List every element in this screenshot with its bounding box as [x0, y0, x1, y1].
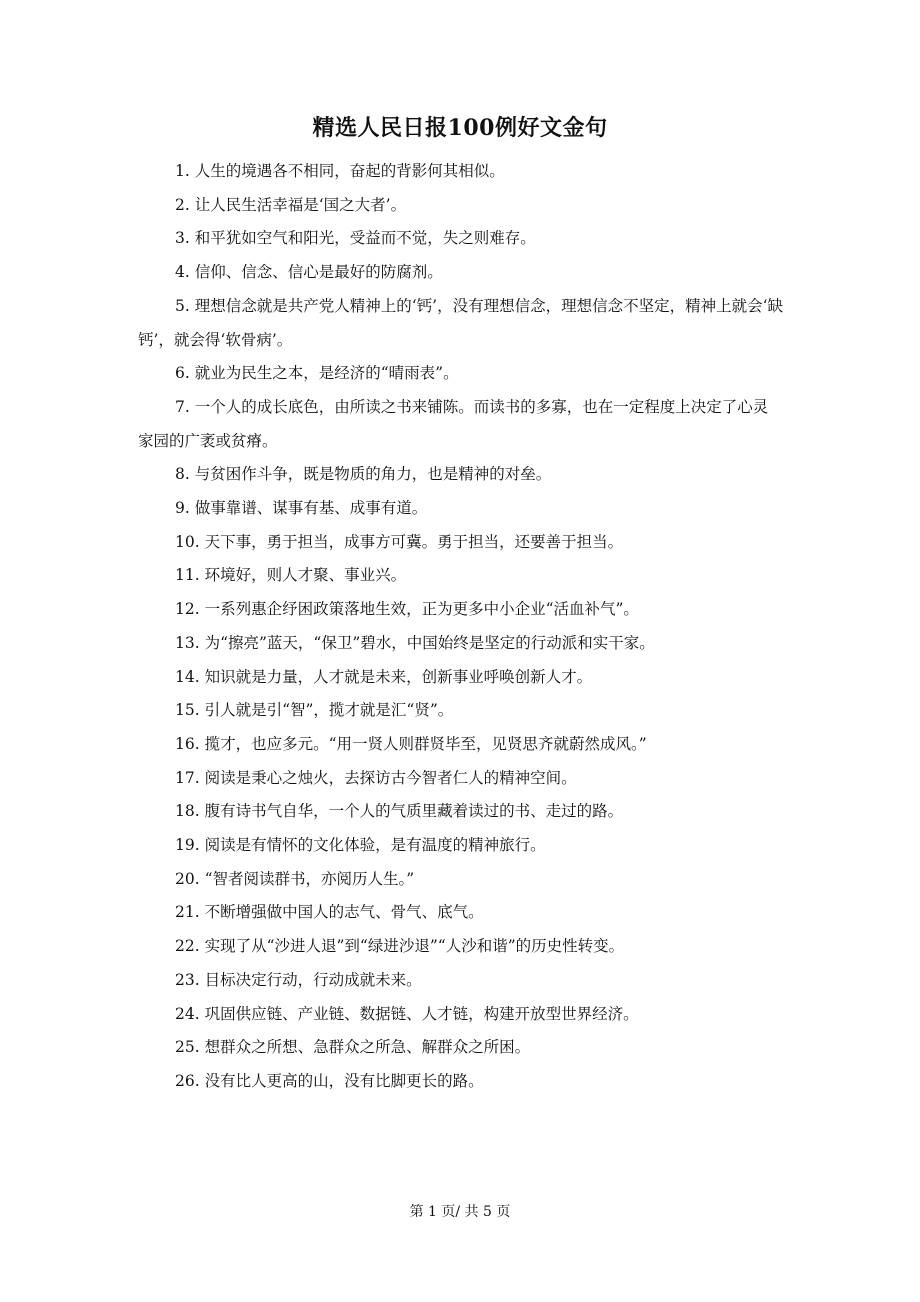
list-item: 19. 阅读是有情怀的文化体验，是有温度的精神旅行。 — [175, 836, 546, 855]
list-item: 17. 阅读是秉心之烛火，去探访古今智者仁人的精神空间。 — [175, 768, 577, 787]
list-item: 15. 引人就是引“智”，揽才就是汇“贤”。 — [175, 701, 454, 720]
list-item: 26. 没有比人更高的山，没有比脚更长的路。 — [175, 1071, 484, 1090]
list-item: 12. 一系列惠企纾困政策落地生效，正为更多中小企业“活血补气”。 — [175, 600, 639, 619]
list-item: 18. 腹有诗书气自华，一个人的气质里藏着读过的书、走过的路。 — [175, 802, 624, 821]
list-item: 2. 让人民生活幸福是‘国之大者’。 — [175, 195, 407, 214]
list-item: 21. 不断增强做中国人的志气、骨气、底气。 — [175, 903, 484, 922]
list-item: 22. 实现了从“沙进人退”到“绿进沙退”“人沙和谐”的历史性转变。 — [175, 937, 625, 956]
list-item: 10. 天下事，勇于担当，成事方可冀。勇于担当，还要善于担当。 — [175, 532, 624, 551]
list-item: 9. 做事靠谱、谋事有基、成事有道。 — [175, 499, 428, 518]
list-item: 3. 和平犹如空气和阳光，受益而不觉，失之则难存。 — [175, 229, 536, 248]
list-item: 20. “智者阅读群书，亦阅历人生。” — [175, 869, 415, 888]
list-item: 1. 人生的境遇各不相同，奋起的背影何其相似。 — [175, 162, 505, 180]
list-item: 11. 环境好，则人才聚、事业兴。 — [175, 566, 407, 585]
list-item: 6. 就业为民生之本，是经济的“晴雨表”。 — [175, 364, 459, 383]
list-item: 5. 理想信念就是共产党人精神上的‘钙’，没有理想信念，理想信念不坚定，精神上就会‘缺钙’，就会得‘软骨病’。 — [138, 296, 783, 349]
list-item: 8. 与贫困作斗争，既是物质的角力，也是精神的对垒。 — [175, 465, 552, 484]
list-item: 13. 为“擦亮”蓝天，“保卫”碧水，中国始终是坚定的行动派和实干家。 — [175, 633, 655, 652]
list-item: 25. 想群众之所想、急群众之所急、解群众之所困。 — [175, 1038, 531, 1057]
page-number: 第 1 页/ 共 5 页 — [409, 1204, 511, 1220]
page-title: 精选人民日报100例好文金句 — [312, 115, 608, 141]
list-item: 23. 目标决定行动，行动成就未来。 — [175, 970, 422, 989]
list-item: 4. 信仰、信念、信心是最好的防腐剂。 — [175, 263, 443, 282]
list-item: 16. 揽才，也应多元。“用一贤人则群贤毕至，见贤思齐就蔚然成风。” — [175, 734, 647, 753]
list-item: 7. 一个人的成长底色，由所读之书来铺陈。而读书的多寡，也在一定程度上决定了心灵家园的广袤或贫瘠。 — [138, 397, 769, 450]
list-item: 14. 知识就是力量，人才就是未来，创新事业呼唤创新人才。 — [175, 667, 593, 686]
list-item: 24. 巩固供应链、产业链、数据链、人才链，构建开放型世界经济。 — [175, 1004, 639, 1023]
quote-list — [0, 155, 920, 1099]
